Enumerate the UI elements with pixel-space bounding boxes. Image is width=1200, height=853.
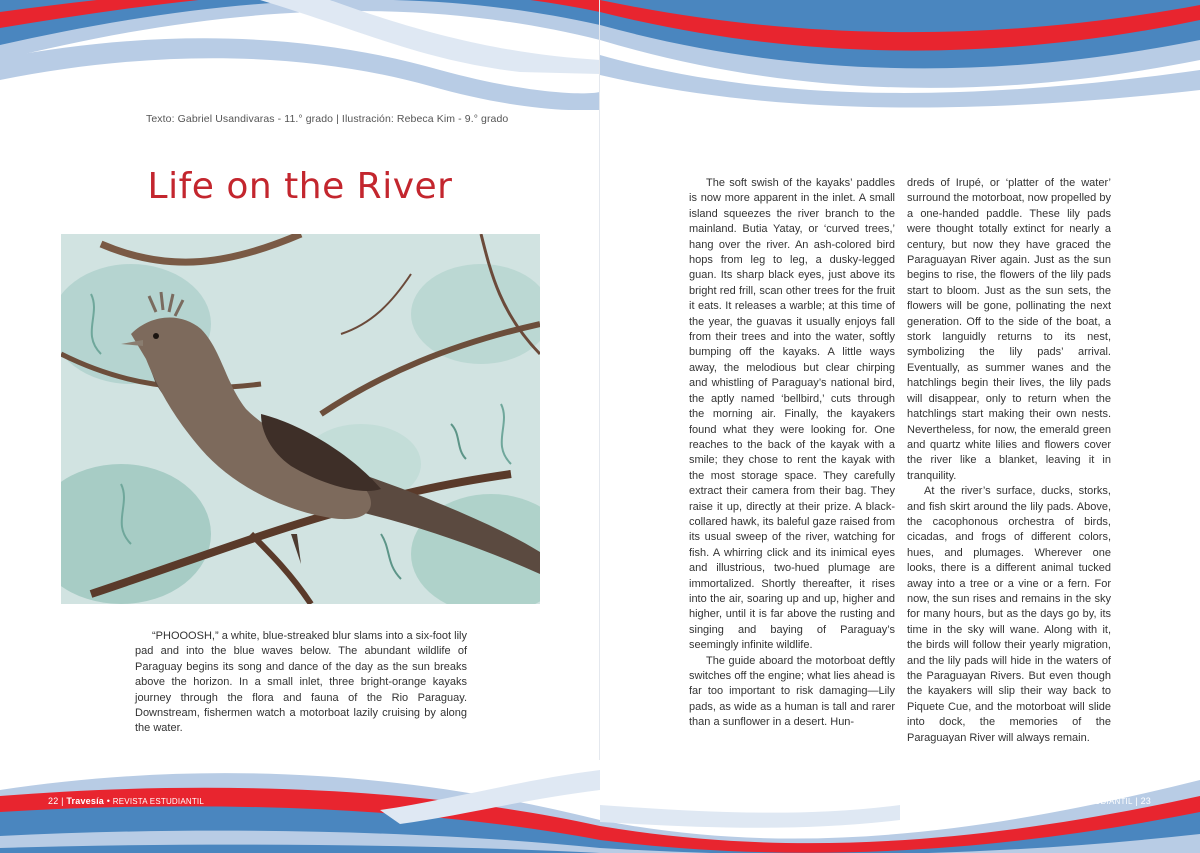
page-number-left: 22 | [48,796,64,806]
article-column-1 [689,176,895,731]
magazine-subtitle-left: REVISTA ESTUDIANTIL [112,797,204,806]
footer-left [48,796,204,806]
column2-paragraph-2: At the river’s surface, ducks, storks, and fish skirt around the lily pads. Above, the cacophonous orchestra of birds, cicadas, and frogs of different colors, hues, and plumages. Wherever one looks, there is a different animal tucked away into a tree or a vine or a fern. For now, the sun rises and remains in the sky for many hours, but as the days go by, its time in the sky will wane. Along with it, the birds will follow their yearly migration, and the lily pads will hide in the waters of the Paraguayan Rivers. But even though the kayakers will slip their way back to Piquete Cue, and the motorboat will slide into dock, the memories of the Paraguayan River will always remain. [907,485,1111,744]
magazine-subtitle-right: REVISTA ESTUDIANTIL [1041,797,1133,806]
article-title: Life on the River [147,166,453,207]
page-number-right: | 23 [1135,796,1151,806]
bullet-right: • [1035,796,1039,806]
article-column-2 [907,176,1111,746]
intro-text: “PHOOOSH,” a white, blue-streaked blur slams into a six-foot lily pad and into the blue waves below. The abundant wildlife of Paraguay begins its song and dance of the day as the sun breaks above the horizon. In a small inlet, three bright-orange kayaks journey through the flora and fauna of the Rio Paraguay. Downstream, fishermen watch a motorboat lazily cruising by along the water. [135,630,467,735]
column1-paragraph-1: The soft swish of the kayaks’ paddles is now more apparent in the inlet. A small island squeezes the river branch to the mainland. Butia Yatay, or ‘curved trees,’ hang over the river. An ash-colored bird hops from leg to leg, a dusky-legged guan. Its sharp black eyes, just above its bright red frill, scan other trees for the fruit it eats. It releases a warble; at this time of the year, the guavas it usually enjoys fall from their trees and into the water, softly bumping off the kayaks. A little ways away, the melodious but clear chirping and whistling of Paraguay’s national bird, the aptly named ‘bellbird,’ cuts through the morning air. Finally, the kayakers found what they were looking for. One reaches to the back of the kayak with a smile; they chose to rent the kayak with the most storage space. They carefully extract their camera from their bag. They raise it up, directly at their prize. A black-collared hawk, its baleful gaze raised from its usual sweep of the river, watching for fish. A whirring click and its inimical eyes and illustrious, two-hued plumage are immortalized. Shortly thereafter, it rises into the air, soaring up and up, higher and higher, until it is far above the rusting and singing and baying of Paraguay’s seemingly infinite wildlife. [689,177,895,652]
column2-paragraph-1: dreds of Irupé, or ‘platter of the water’ surround the motorboat, now propelled by a one-handed paddle. These lily pads were thought totally extinct for nearly a century, but now they have graced the Paraguayan River again. Just as the sun begins to rise, the flowers of the lily pads start to bloom. Just as the sun sets, the flowers will be gone, pollinating the next generation. Off to the side of the boat, a stork languidly returns to its nest, symbolizing the lily pads’ arrival. Eventually, as summer wanes and the hatchlings begin their lives, the lily pads will disappear, only to return when the hatchlings start making their own nests. Nevertheless, for now, the emerald green and quartz white lilies and flowers cover the river like a blanket, leaving it in tranquility. [907,177,1111,482]
bird-painting-illustration [61,234,540,604]
bullet-left: • [106,796,111,806]
magazine-name-right: Travesía [995,796,1033,806]
column1-paragraph-2: The guide aboard the motorboat deftly switches off the engine; what lies ahead is far too important to risk damaging—Lily pads, as wide as a human is tall and rarer than a sunflower in a desert. Hun- [689,654,895,729]
footer-right [995,796,1151,806]
page-gutter [599,0,600,853]
intro-paragraph [135,629,467,737]
top-wave-banner [0,0,1200,110]
author-credit: Texto: Gabriel Usandivaras - 11.° grado | Ilustración: Rebeca Kim - 9.° grado [146,113,509,125]
bottom-wave-banner [0,760,1200,853]
magazine-name-left: Travesía [66,796,104,806]
